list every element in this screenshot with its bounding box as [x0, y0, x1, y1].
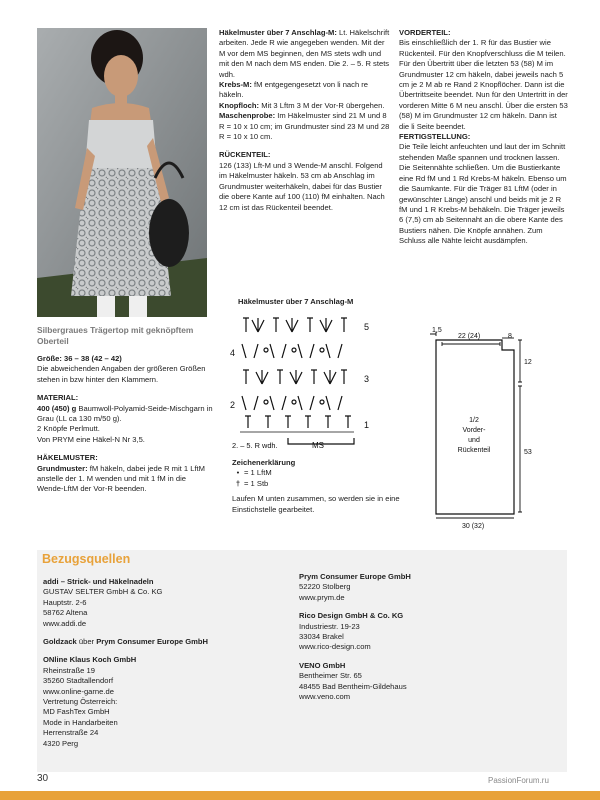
- crochet-symbols: [240, 318, 354, 444]
- haekelmuster-heading: HÄKELMUSTER:: [37, 453, 98, 463]
- dim-53: 53: [524, 449, 532, 456]
- dim-8: 8: [508, 333, 512, 340]
- source-prym-line: 52220 Stolberg: [299, 582, 351, 592]
- source-rico-line: 33034 Brakel: [299, 632, 344, 642]
- maschenprobe-text: Im Häkelmuster sind 21 M und 8 R = 10 x 10 cm; im Grundmuster sind 23 M und 28 R = 10 x 10 cm.: [219, 111, 390, 142]
- watermark: PassionForum.ru: [488, 776, 549, 785]
- vorderteil-heading: VORDERTEIL:: [399, 28, 451, 37]
- schematic-label-4: Rückenteil: [457, 447, 491, 454]
- grundmuster-label: Grundmuster:: [37, 463, 88, 473]
- dim-top: 22 (24): [458, 333, 481, 340]
- schematic-label-1: 1/2: [469, 417, 479, 424]
- sources-left: [43, 577, 283, 749]
- dim-bottom: 30 (32): [462, 523, 485, 530]
- krebs-label: Krebs-M:: [219, 80, 252, 90]
- column-2: [219, 28, 391, 213]
- pattern-schematic: [424, 322, 554, 534]
- source-addi-line: Hauptstr. 2-6: [43, 597, 87, 607]
- source-online-line: Vertretung Österreich:: [43, 697, 118, 707]
- rueckenteil-text: 126 (133) Lft-M und 3 Wende-M anschl. Folgend im Häkelmuster häkeln. 53 cm ab Anschlag im Grundmuster weiterhäkeln, dabei für das Bustier die obere Kante auf 100 (110) fM einhalten. Nach 12 cm ist das Rückenteil beendet.: [219, 160, 385, 212]
- schematic-label-3: und: [468, 437, 480, 444]
- crochet-chart: [228, 312, 388, 454]
- source-addi-line: GUSTAV SELTER GmbH & Co. KG: [43, 587, 163, 597]
- source-goldzack-via: über: [76, 637, 97, 647]
- row-label-2: 2: [230, 400, 236, 410]
- column-3: [399, 28, 569, 247]
- source-veno-url[interactable]: www.veno.com: [299, 692, 351, 702]
- source-rico-line: Industriestr. 19-23: [299, 621, 360, 631]
- dc-symbol-icon: †: [235, 478, 241, 488]
- material-hook: Von PRYM eine Häkel-N Nr 3,5.: [37, 434, 145, 444]
- source-prym-url[interactable]: www.prym.de: [299, 592, 345, 602]
- vorderteil-text: Bis einschließlich der 1. R für das Bustier wie Rückenteil. Für den Knopfverschluss die M teilen. Für den Übertritt über die letzten 53 (58) M im Grundmuster 12 cm häkeln, dabei jeweils nach 5 cm je 2 M ab re Rand 2 Knopflöcher. Dann ist die Übertrittseite beendet. Nun für den Untertritt in der vorderen Mitte 6 M neu anschl. Über die ersten 53 (58) M im Grundmuster 12 cm häkeln. Dann ist die li Seite beendet.: [399, 38, 568, 131]
- product-photo: [37, 28, 207, 317]
- legend-item-2: = 1 Stb: [244, 478, 269, 488]
- diagram-title: Häkelmuster über 7 Anschlag-M: [238, 297, 354, 306]
- model-photo-illustration: [37, 28, 207, 317]
- row-label-1: 1: [364, 420, 370, 430]
- knopfloch-label: Knopfloch:: [219, 100, 260, 110]
- haekel-label: Häkelmuster über 7 Anschlag-M:: [219, 28, 337, 37]
- schematic-lines: [430, 332, 522, 518]
- page-number: 30: [37, 773, 49, 784]
- source-online-line: Herrenstraße 24: [43, 728, 99, 738]
- source-addi-url[interactable]: www.addi.de: [43, 618, 87, 628]
- grundmuster-text: fM häkeln, dabei jede R mit 1 LftM anstelle der 1. M wenden und mit 1 fM in die Wende-LftM der Vor-R beenden.: [37, 463, 205, 494]
- source-online-line: Mode in Handarbeiten: [43, 717, 118, 727]
- row-label-5: 5: [364, 322, 370, 332]
- dim-12: 12: [524, 359, 532, 366]
- sources-title: Bezugsquellen: [42, 552, 131, 566]
- dim-1-5: 1,5: [432, 327, 442, 334]
- source-online-name: ONline Klaus Koch GmbH: [43, 655, 137, 665]
- source-rico-name: Rico Design GmbH & Co. KG: [299, 611, 404, 621]
- sources-box: [37, 550, 567, 772]
- legend-heading: Zeichenerklärung: [232, 458, 296, 467]
- knopfloch-text: Mit 3 Lftm 3 M der Vor-R übergehen.: [261, 100, 385, 110]
- ms-label: MS: [312, 441, 324, 450]
- repeat-note: 2. – 5. R wdh.: [232, 441, 278, 450]
- source-online-line: 35260 Stadtallendorf: [43, 676, 114, 686]
- source-rico-url[interactable]: www.rico-design.com: [299, 642, 371, 652]
- size-label: Größe: 36 – 38 (42 – 42): [37, 354, 122, 363]
- source-goldzack-name: Goldzack: [43, 637, 77, 647]
- haekel-text: Lt. Häkelschrift arbeiten. Jede R wie angegeben wenden. Mit der M vor dem MS beginnen, den MS stets wdh und mit den M nach dem MS enden. Die 2. – 5. R stets wdh.: [219, 28, 390, 79]
- material-qty: 400 (450) g: [37, 403, 77, 413]
- rueckenteil-heading: RÜCKENTEIL:: [219, 150, 271, 160]
- sources-right: [299, 572, 539, 702]
- source-veno-line: 48455 Bad Bentheim-Gildehaus: [299, 681, 407, 691]
- source-online-line: 4320 Perg: [43, 738, 79, 748]
- chain-symbol-icon: •: [236, 468, 240, 478]
- source-online-url[interactable]: www.online-garne.de: [43, 686, 114, 696]
- size-note: Die abweichenden Angaben der größeren Größen stehen in bzw hinter den Klammern.: [37, 364, 206, 384]
- material-buttons: 2 Knöpfe Perlmutt.: [37, 424, 100, 434]
- source-addi-line: 58762 Altena: [43, 608, 88, 618]
- column-1: [37, 354, 213, 495]
- legend-note: Laufen M unten zusammen, so werden sie in eine Einstichstelle gearbeitet.: [232, 494, 400, 514]
- legend: [232, 458, 402, 515]
- source-goldzack-supplier: Prym Consumer Europe GmbH: [96, 637, 209, 647]
- material-text: Baumwoll-Polyamid-Seide-Mischgarn in Grau (LL ca 130 m/50 g).: [37, 403, 213, 424]
- source-addi-name: addi – Strick- und Häkelnadeln: [43, 577, 154, 586]
- fertigstellung-text: Die Teile leicht anfeuchten und laut der im Schnitt stehenden Maße spannen und trocknen lassen. Die Seitennähte schließen. Um die Bustierkante eine Rd fM und 1 Rd Krebs-M häkeln. Ebenso um die Saumkante. Für die Träger 81 LftM (oder in gewünschter Länge) anschl und beids mit je 2 R fM und 1 R Krebs-M behäkeln. Die Träger jeweils 6 (7,5) cm ab Seitennaht an die obere Kante des Bustiers nähen. Die Knöpfe annähen. Zum Schluss alle Nähte leicht ausdämpfen.: [399, 142, 567, 246]
- source-prym-name: Prym Consumer Europe GmbH: [299, 572, 411, 581]
- krebs-text: fM entgegengesetzt von li nach re häkeln.: [219, 80, 369, 100]
- source-veno-name: VENO GmbH: [299, 660, 346, 670]
- row-label-3: 3: [364, 374, 370, 384]
- source-online-line: Rheinstraße 19: [43, 665, 95, 675]
- photo-caption: Silbergraues Trägertop mit geknöpftem Oberteil: [37, 325, 194, 346]
- footer-bar: [0, 791, 600, 800]
- fertigstellung-heading: FERTIGSTELLUNG:: [399, 132, 471, 142]
- maschenprobe-label: Maschenprobe:: [219, 111, 276, 121]
- material-heading: MATERIAL:: [37, 393, 79, 403]
- source-online-line: MD FashTex GmbH: [43, 707, 110, 717]
- schematic-label-2: Vorder-: [462, 427, 486, 434]
- source-veno-line: Bentheimer Str. 65: [299, 671, 362, 681]
- legend-item-1: = 1 LftM: [244, 468, 272, 478]
- row-label-4: 4: [230, 348, 236, 358]
